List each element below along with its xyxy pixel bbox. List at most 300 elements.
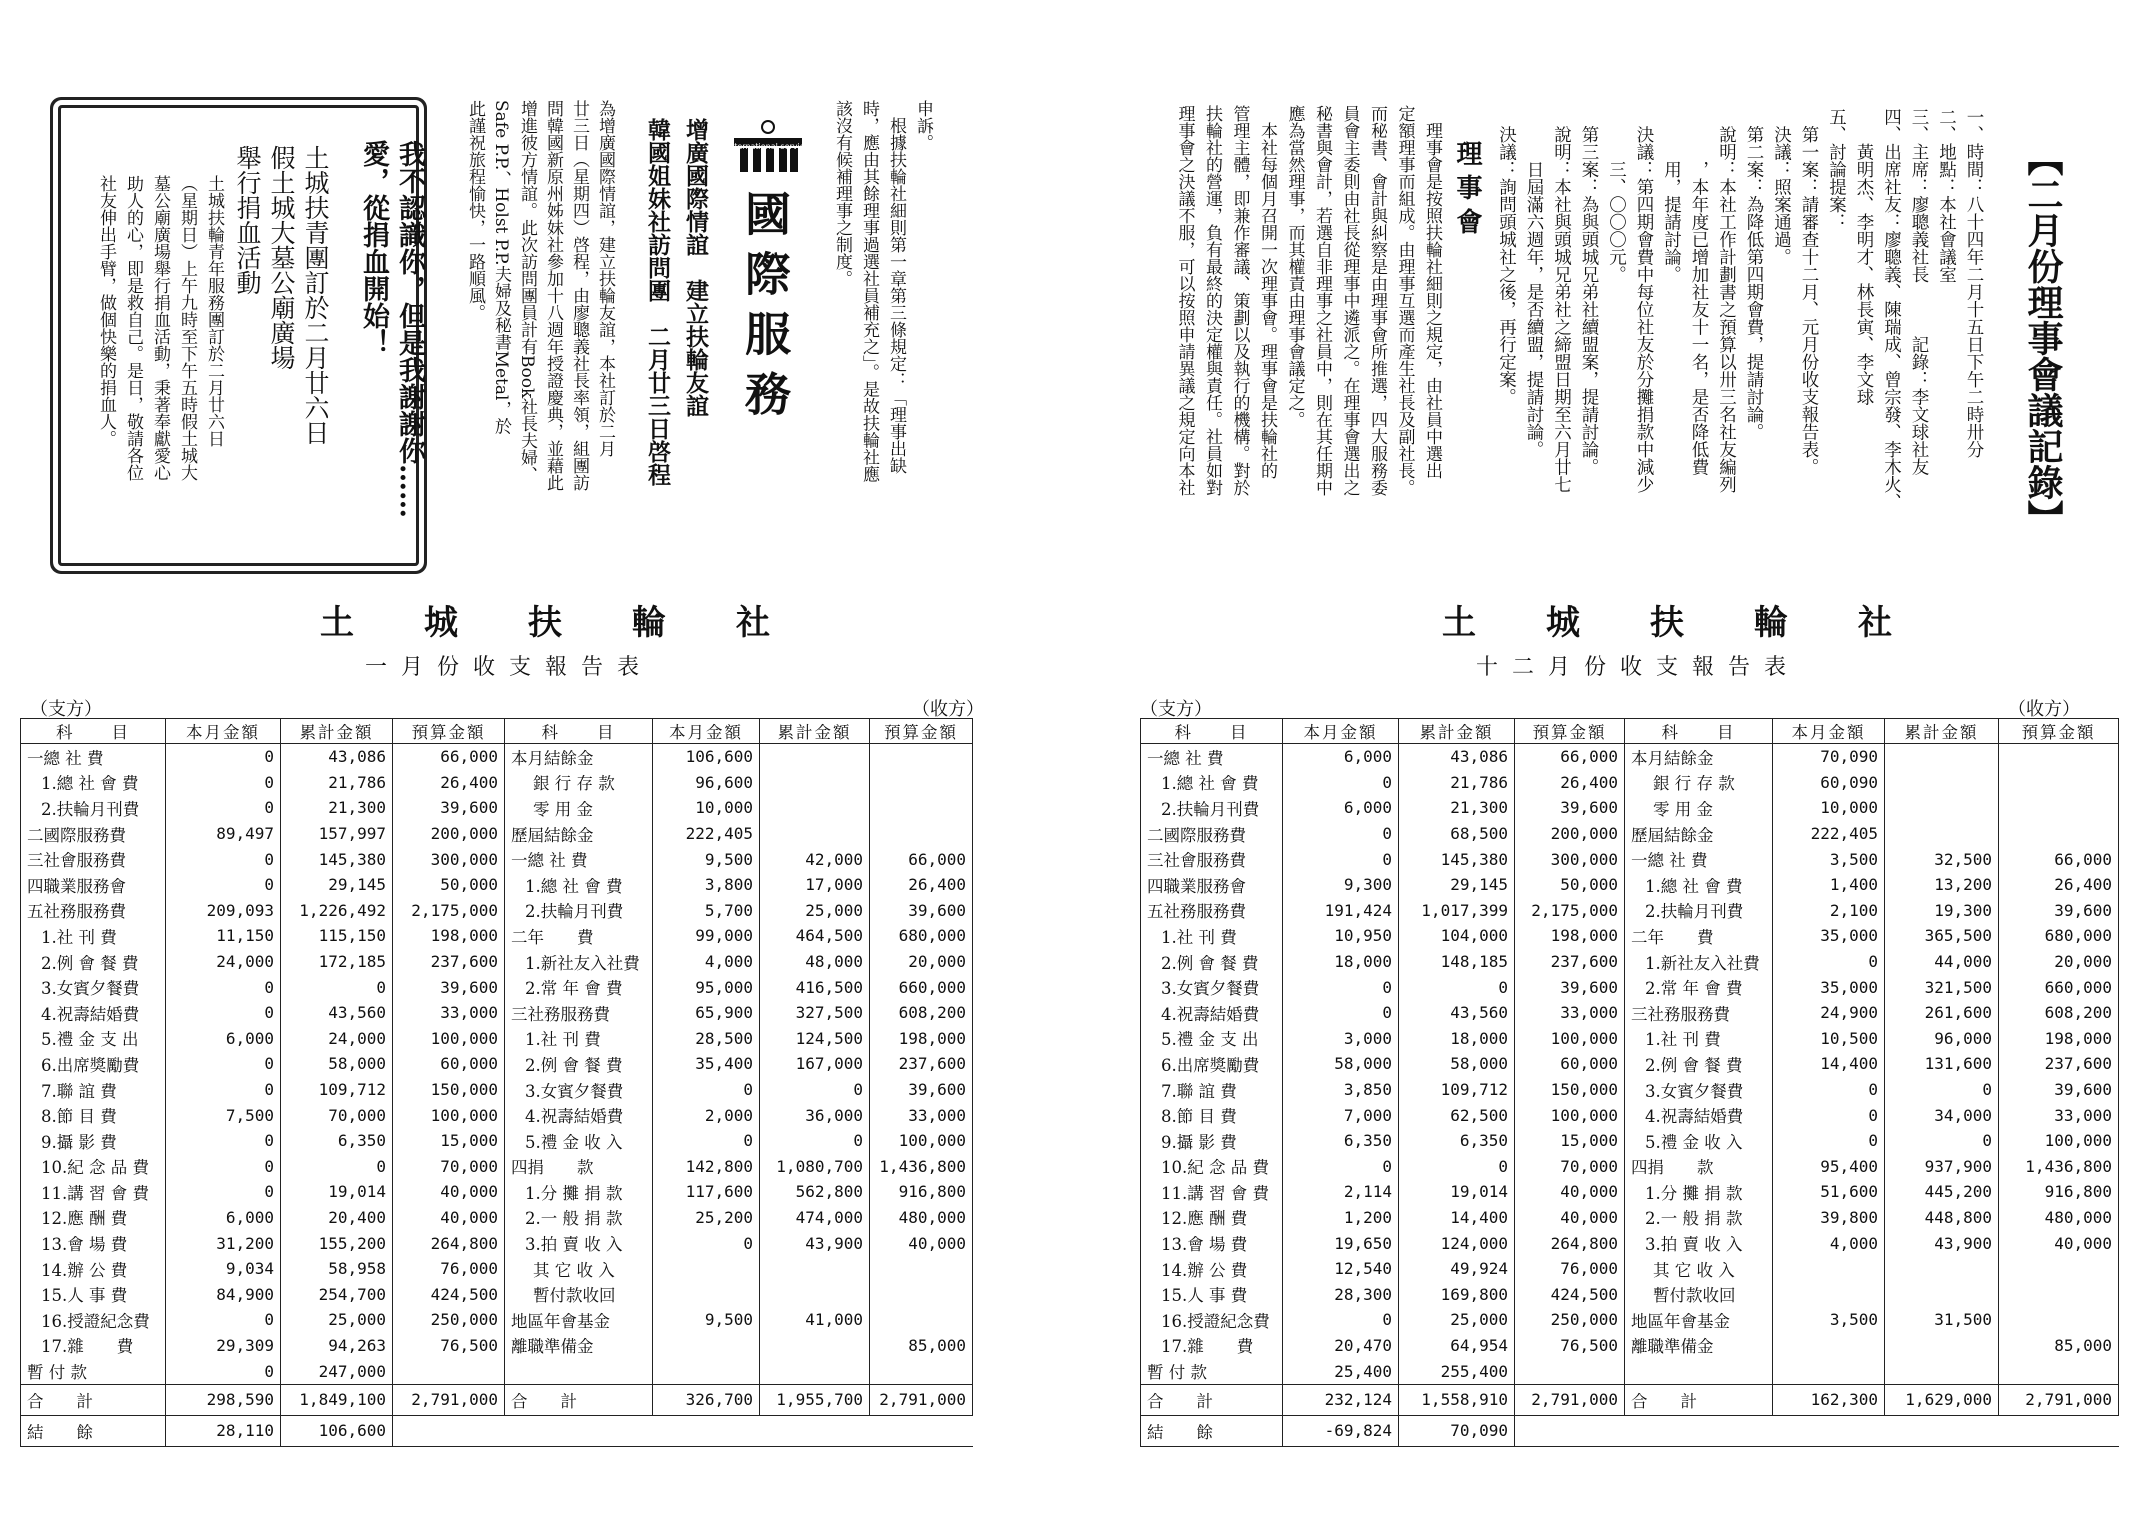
amount-cell: 250,000	[1515, 1307, 1625, 1333]
total-amount: 1,849,100	[281, 1384, 393, 1415]
table-row	[1141, 1154, 2119, 1180]
table-row	[21, 872, 973, 898]
account-item-cell: 16.授證紀念費	[1141, 1307, 1283, 1333]
balance-amount: 106,600	[281, 1415, 393, 1446]
amount-cell: 12,540	[1283, 1256, 1399, 1282]
amount-cell	[870, 744, 973, 770]
minutes-title: 【二月份理事會議記錄】	[2022, 140, 2064, 536]
amount-cell: 0	[1283, 1307, 1399, 1333]
column-header: 預算金額	[870, 719, 973, 744]
account-item-cell	[1625, 1358, 1773, 1384]
amount-cell: 70,090	[1773, 744, 1885, 770]
table-row	[21, 770, 973, 796]
amount-cell: 43,086	[281, 744, 393, 770]
amount-cell: 70,000	[1515, 1154, 1625, 1180]
amount-cell: 1,400	[1773, 872, 1885, 898]
amount-cell: 100,000	[1999, 1128, 2119, 1154]
amount-cell	[1999, 795, 2119, 821]
amount-cell: 6,000	[1283, 744, 1399, 770]
amount-cell: 0	[166, 770, 281, 796]
account-item-cell: 2.扶輪月刊費	[505, 898, 653, 924]
amount-cell: 9,300	[1283, 872, 1399, 898]
account-item-cell: 銀 行 存 款	[1625, 770, 1773, 796]
amount-cell	[870, 795, 973, 821]
account-item-cell: 1.社 刊 費	[21, 923, 166, 949]
total-amount: 232,124	[1283, 1384, 1399, 1415]
account-item-cell: 14.辦 公 費	[1141, 1256, 1283, 1282]
amount-cell: 254,700	[281, 1281, 393, 1307]
table-row	[21, 1051, 973, 1077]
amount-cell	[1999, 1307, 2119, 1333]
amount-cell: 117,600	[653, 1179, 760, 1205]
table-row	[1141, 821, 2119, 847]
amount-cell	[870, 1281, 973, 1307]
table-row	[1141, 1281, 2119, 1307]
amount-cell	[760, 795, 870, 821]
account-item-cell: 二年 費	[505, 923, 653, 949]
amount-cell: 34,000	[1885, 1102, 1999, 1128]
table-row	[1141, 1051, 2119, 1077]
amount-cell: 222,405	[1773, 821, 1885, 847]
account-item-cell: 四捐 款	[1625, 1154, 1773, 1180]
amount-cell: 19,650	[1283, 1230, 1399, 1256]
amount-cell: 150,000	[393, 1077, 505, 1103]
amount-cell	[1885, 1281, 1999, 1307]
amount-cell: 6,350	[281, 1128, 393, 1154]
amount-cell: 21,786	[281, 770, 393, 796]
amount-cell: 300,000	[1515, 846, 1625, 872]
column-header: 累計金額	[1399, 719, 1515, 744]
amount-cell: 250,000	[393, 1307, 505, 1333]
amount-cell	[653, 1281, 760, 1307]
blood-donation-headline: 我不認識你，但是我謝謝你…… 愛，從捐血開始！	[358, 140, 425, 518]
amount-cell: 100,000	[870, 1128, 973, 1154]
amount-cell: 1,200	[1283, 1205, 1399, 1231]
amount-cell: 94,263	[281, 1333, 393, 1359]
amount-cell: 327,500	[760, 1000, 870, 1026]
amount-cell: 237,600	[393, 949, 505, 975]
report-subtitle: 一月份收支報告表	[365, 655, 654, 680]
amount-cell: 33,000	[1999, 1102, 2119, 1128]
table-row	[1141, 1333, 2119, 1359]
account-item-cell: 8.節 目 費	[21, 1102, 166, 1128]
amount-cell: 26,400	[393, 770, 505, 796]
account-item-cell: 9.攝 影 費	[1141, 1128, 1283, 1154]
amount-cell: 41,000	[760, 1307, 870, 1333]
account-item-cell: 其 它 收 入	[1625, 1256, 1773, 1282]
amount-cell: 2,114	[1283, 1179, 1399, 1205]
account-item-cell: 三社會服務費	[21, 846, 166, 872]
account-item-cell: 11.講 習 會 費	[1141, 1179, 1283, 1205]
amount-cell: 424,500	[393, 1281, 505, 1307]
table-row	[21, 1205, 973, 1231]
account-item-cell: 五社務服務費	[1141, 898, 1283, 924]
empty-cell	[1885, 1415, 1999, 1446]
total-amount: 162,300	[1773, 1384, 1885, 1415]
amount-cell	[1885, 1256, 1999, 1282]
table-row	[21, 1000, 973, 1026]
column-header: 預算金額	[393, 719, 505, 744]
account-item-cell: 6.出席獎勵費	[21, 1051, 166, 1077]
amount-cell: 1,436,800	[1999, 1154, 2119, 1180]
account-item-cell: 1.社 刊 費	[1141, 923, 1283, 949]
amount-cell: 1,017,399	[1399, 898, 1515, 924]
amount-cell: 0	[166, 744, 281, 770]
account-item-cell: 3.女賓夕餐費	[21, 974, 166, 1000]
amount-cell: 95,000	[653, 974, 760, 1000]
report-subtitle: 十二月份收支報告表	[1476, 655, 1801, 680]
account-item-cell: 離職準備金	[505, 1333, 653, 1359]
table-row	[1141, 1358, 2119, 1384]
table-row	[1141, 744, 2119, 770]
amount-cell: 50,000	[1515, 872, 1625, 898]
amount-cell: 49,924	[1399, 1256, 1515, 1282]
amount-cell: 2,175,000	[1515, 898, 1625, 924]
column-header: 預算金額	[1515, 719, 1625, 744]
account-item-cell: 1.社 刊 費	[1625, 1026, 1773, 1052]
account-item-cell: 17.雜 費	[21, 1333, 166, 1359]
table-row	[1141, 872, 2119, 898]
empty-cell	[870, 1415, 973, 1446]
table-row	[21, 1358, 973, 1384]
amount-cell: 24,900	[1773, 1000, 1885, 1026]
amount-cell: 660,000	[1999, 974, 2119, 1000]
amount-cell: 35,400	[653, 1051, 760, 1077]
account-item-cell: 13.會 場 費	[1141, 1230, 1283, 1256]
amount-cell: 26,400	[1999, 872, 2119, 898]
amount-cell	[870, 770, 973, 796]
intl-service-body: 為增廣國際情誼，建立扶輪友誼，本社訂於二月 廿三日（星期四）啓程，由廖聰義社長率領，組團訪 問韓國新原州姊妹社參加十八週年授證慶典，並藉此 增進彼方情誼。此次訪問團員計有Book社長夫婦、 Safe P.P.、Holst P.P.夫婦及秘書Metal，於 此謹祝旅程愉快，一路順風。	[465, 100, 615, 491]
amount-cell: 0	[653, 1128, 760, 1154]
account-item-cell: 9.攝 影 費	[21, 1128, 166, 1154]
intl-service-subheading: 增廣國際情誼 建立扶輪友誼 韓國姐妹社訪問團 二月廿三日啓程	[644, 118, 709, 486]
table-row	[21, 974, 973, 1000]
total-amount: 2,791,000	[870, 1384, 973, 1415]
amount-cell	[1999, 1256, 2119, 1282]
amount-cell	[1773, 1256, 1885, 1282]
account-item-cell: 本月結餘金	[505, 744, 653, 770]
amount-cell: 21,786	[1399, 770, 1515, 796]
account-item-cell: 11.講 習 會 費	[21, 1179, 166, 1205]
amount-cell: 39,600	[870, 898, 973, 924]
table-row	[21, 1077, 973, 1103]
amount-cell: 9,034	[166, 1256, 281, 1282]
amount-cell: 261,600	[1885, 1000, 1999, 1026]
amount-cell: 0	[1399, 1154, 1515, 1180]
amount-cell: 76,500	[393, 1333, 505, 1359]
account-item-cell	[505, 1358, 653, 1384]
amount-cell: 13,200	[1885, 872, 1999, 898]
amount-cell: 68,500	[1399, 821, 1515, 847]
account-item-cell: 5.禮 金 收 入	[1625, 1128, 1773, 1154]
table-row	[21, 923, 973, 949]
right-page	[1072, 0, 2144, 1536]
amount-cell: 131,600	[1885, 1051, 1999, 1077]
amount-cell: 60,000	[1515, 1051, 1625, 1077]
account-item-cell: 10.紀 念 品 費	[1141, 1154, 1283, 1180]
account-item-cell: 1.新社友入社費	[1625, 949, 1773, 975]
amount-cell	[760, 770, 870, 796]
amount-cell	[760, 1358, 870, 1384]
column-header: 累計金額	[760, 719, 870, 744]
amount-cell: 33,000	[870, 1102, 973, 1128]
amount-cell: 0	[1773, 1077, 1885, 1103]
amount-cell: 680,000	[1999, 923, 2119, 949]
total-label: 合 計	[505, 1384, 653, 1415]
account-item-cell: 1.總 社 會 費	[1141, 770, 1283, 796]
amount-cell: 28,500	[653, 1026, 760, 1052]
amount-cell: 106,600	[653, 744, 760, 770]
amount-cell	[1773, 1333, 1885, 1359]
account-item-cell: 2.一 般 捐 款	[1625, 1205, 1773, 1231]
amount-cell	[870, 821, 973, 847]
empty-cell	[653, 1415, 760, 1446]
account-item-cell: 零 用 金	[1625, 795, 1773, 821]
amount-cell: 25,400	[1283, 1358, 1399, 1384]
amount-cell: 76,000	[393, 1256, 505, 1282]
amount-cell: 20,470	[1283, 1333, 1399, 1359]
account-item-cell: 2.扶輪月刊費	[1625, 898, 1773, 924]
amount-cell: 76,500	[1515, 1333, 1625, 1359]
empty-cell	[760, 1415, 870, 1446]
amount-cell: 33,000	[1515, 1000, 1625, 1026]
account-item-cell: 二年 費	[1625, 923, 1773, 949]
amount-cell: 70,000	[393, 1154, 505, 1180]
amount-cell	[1999, 1358, 2119, 1384]
account-item-cell: 暫 付 款	[1141, 1358, 1283, 1384]
account-item-cell: 一總 社 費	[505, 846, 653, 872]
amount-cell: 40,000	[870, 1230, 973, 1256]
column-header: 累計金額	[281, 719, 393, 744]
table-row	[21, 1333, 973, 1359]
table-row	[1141, 974, 2119, 1000]
empty-cell	[1515, 1415, 1625, 1446]
amount-cell: 2,000	[653, 1102, 760, 1128]
amount-cell: 96,000	[1885, 1026, 1999, 1052]
account-item-cell: 一總 社 費	[21, 744, 166, 770]
total-row	[1141, 1384, 2119, 1415]
total-amount: 326,700	[653, 1384, 760, 1415]
account-item-cell: 16.授證紀念費	[21, 1307, 166, 1333]
amount-cell	[1773, 1281, 1885, 1307]
amount-cell	[1885, 795, 1999, 821]
amount-cell	[760, 1256, 870, 1282]
account-item-cell: 3.女賓夕餐費	[505, 1077, 653, 1103]
amount-cell	[1885, 1333, 1999, 1359]
table-row	[1141, 1205, 2119, 1231]
account-item-cell: 1.分 攤 捐 款	[505, 1179, 653, 1205]
balance-amount: -69,824	[1283, 1415, 1399, 1446]
amount-cell: 29,145	[1399, 872, 1515, 898]
amount-cell: 7,500	[166, 1102, 281, 1128]
total-row	[21, 1384, 973, 1415]
amount-cell: 445,200	[1885, 1179, 1999, 1205]
balance-amount: 70,090	[1399, 1415, 1515, 1446]
amount-cell: 15,000	[1515, 1128, 1625, 1154]
amount-cell: 9,500	[653, 846, 760, 872]
amount-cell: 0	[166, 1077, 281, 1103]
amount-cell: 0	[166, 795, 281, 821]
account-item-cell: 四捐 款	[505, 1154, 653, 1180]
amount-cell: 100,000	[1515, 1102, 1625, 1128]
table-row	[1141, 795, 2119, 821]
amount-cell	[760, 744, 870, 770]
table-row	[1141, 1256, 2119, 1282]
account-item-cell: 1.總 社 會 費	[1625, 872, 1773, 898]
amount-cell: 58,000	[1399, 1051, 1515, 1077]
amount-cell: 6,350	[1399, 1128, 1515, 1154]
amount-cell: 28,300	[1283, 1281, 1399, 1307]
amount-cell: 39,800	[1773, 1205, 1885, 1231]
amount-cell	[653, 1256, 760, 1282]
account-item-cell: 二國際服務費	[21, 821, 166, 847]
total-amount: 298,590	[166, 1384, 281, 1415]
amount-cell: 169,800	[1399, 1281, 1515, 1307]
amount-cell: 321,500	[1885, 974, 1999, 1000]
account-item-cell: 7.聯 誼 費	[1141, 1077, 1283, 1103]
table-row	[1141, 923, 2119, 949]
amount-cell: 200,000	[393, 821, 505, 847]
amount-cell	[1999, 821, 2119, 847]
column-header: 本月金額	[1773, 719, 1885, 744]
amount-cell: 167,000	[760, 1051, 870, 1077]
amount-cell: 464,500	[760, 923, 870, 949]
account-item-cell: 三社務服務費	[505, 1000, 653, 1026]
amount-cell: 25,200	[653, 1205, 760, 1231]
amount-cell: 39,600	[393, 795, 505, 821]
account-item-cell: 5.禮 金 支 出	[21, 1026, 166, 1052]
amount-cell: 448,800	[1885, 1205, 1999, 1231]
report-table	[20, 718, 973, 1447]
amount-cell: 58,958	[281, 1256, 393, 1282]
table-row	[21, 821, 973, 847]
total-label: 合 計	[1625, 1384, 1773, 1415]
amount-cell: 99,000	[653, 923, 760, 949]
table-header-row	[21, 719, 973, 744]
amount-cell: 0	[1885, 1077, 1999, 1103]
account-item-cell: 6.出席獎勵費	[1141, 1051, 1283, 1077]
amount-cell: 58,000	[1283, 1051, 1399, 1077]
total-amount: 1,558,910	[1399, 1384, 1515, 1415]
amount-cell	[870, 1358, 973, 1384]
account-item-cell: 3.拍 賣 收 入	[505, 1230, 653, 1256]
amount-cell: 11,150	[166, 923, 281, 949]
amount-cell: 4,000	[653, 949, 760, 975]
amount-cell: 6,000	[166, 1205, 281, 1231]
amount-cell: 96,600	[653, 770, 760, 796]
account-item-cell: 4.祝壽結婚費	[1141, 1000, 1283, 1026]
account-item-cell: 地區年會基金	[1625, 1307, 1773, 1333]
account-item-cell: 一總 社 費	[1625, 846, 1773, 872]
amount-cell: 480,000	[1999, 1205, 2119, 1231]
balance-row	[21, 1415, 973, 1446]
amount-cell: 15,000	[393, 1128, 505, 1154]
account-item-cell: 銀 行 存 款	[505, 770, 653, 796]
table-row	[21, 1154, 973, 1180]
amount-cell: 608,200	[870, 1000, 973, 1026]
amount-cell: 115,150	[281, 923, 393, 949]
table-row	[21, 1179, 973, 1205]
amount-cell: 43,560	[1399, 1000, 1515, 1026]
account-item-cell: 五社務服務費	[21, 898, 166, 924]
amount-cell: 155,200	[281, 1230, 393, 1256]
amount-cell: 10,950	[1283, 923, 1399, 949]
amount-cell: 148,185	[1399, 949, 1515, 975]
account-item-cell: 2.例 會 餐 費	[1141, 949, 1283, 975]
column-header: 累計金額	[1885, 719, 1999, 744]
account-item-cell: 暫付款收回	[505, 1281, 653, 1307]
table-row	[1141, 1000, 2119, 1026]
amount-cell: 0	[166, 974, 281, 1000]
amount-cell: 3,800	[653, 872, 760, 898]
amount-cell: 222,405	[653, 821, 760, 847]
column-header: 本月金額	[166, 719, 281, 744]
account-item-cell: 本月結餘金	[1625, 744, 1773, 770]
account-item-cell: 2.常 年 會 費	[1625, 974, 1773, 1000]
table-row	[1141, 1128, 2119, 1154]
intl-service-heading: 國際服務	[738, 190, 792, 430]
amount-cell: 21,300	[281, 795, 393, 821]
amount-cell: 191,424	[1283, 898, 1399, 924]
table-row	[1141, 1077, 2119, 1103]
amount-cell	[653, 1358, 760, 1384]
table-row	[21, 795, 973, 821]
amount-cell: 100,000	[1515, 1026, 1625, 1052]
total-amount: 2,791,000	[1999, 1384, 2119, 1415]
amount-cell: 7,000	[1283, 1102, 1399, 1128]
column-header: 科 目	[1141, 719, 1283, 744]
amount-cell: 39,600	[393, 974, 505, 1000]
account-item-cell: 暫 付 款	[21, 1358, 166, 1384]
table-row	[1141, 846, 2119, 872]
amount-cell: 20,000	[870, 949, 973, 975]
amount-cell: 0	[760, 1077, 870, 1103]
amount-cell: 39,600	[1515, 795, 1625, 821]
amount-cell: 60,090	[1773, 770, 1885, 796]
amount-cell: 66,000	[1515, 744, 1625, 770]
amount-cell: 26,400	[1515, 770, 1625, 796]
amount-cell: 31,200	[166, 1230, 281, 1256]
table-row	[21, 949, 973, 975]
amount-cell: 6,000	[166, 1026, 281, 1052]
amount-cell: 562,800	[760, 1179, 870, 1205]
amount-cell: 84,900	[166, 1281, 281, 1307]
table-row	[21, 1230, 973, 1256]
amount-cell: 32,500	[1885, 846, 1999, 872]
account-item-cell: 二國際服務費	[1141, 821, 1283, 847]
account-item-cell: 1.總 社 會 費	[21, 770, 166, 796]
table-row	[21, 846, 973, 872]
amount-cell: 255,400	[1399, 1358, 1515, 1384]
account-item-cell: 15.人 事 費	[21, 1281, 166, 1307]
amount-cell: 6,000	[1283, 795, 1399, 821]
table-row	[1141, 770, 2119, 796]
amount-cell: 0	[1283, 974, 1399, 1000]
blood-donation-event: 土城扶青團訂於二月廿六日 假土城大墓公廟廣場 舉行捐血活動	[233, 145, 330, 445]
amount-cell: 0	[760, 1128, 870, 1154]
amount-cell: 608,200	[1999, 1000, 2119, 1026]
amount-cell: 51,600	[1773, 1179, 1885, 1205]
amount-cell: 95,400	[1773, 1154, 1885, 1180]
amount-cell: 660,000	[870, 974, 973, 1000]
amount-cell: 0	[1283, 821, 1399, 847]
amount-cell: 209,093	[166, 898, 281, 924]
amount-cell: 25,000	[281, 1307, 393, 1333]
amount-cell	[1885, 821, 1999, 847]
amount-cell: 40,000	[1515, 1179, 1625, 1205]
total-label: 合 計	[1141, 1384, 1283, 1415]
account-item-cell: 17.雜 費	[1141, 1333, 1283, 1359]
